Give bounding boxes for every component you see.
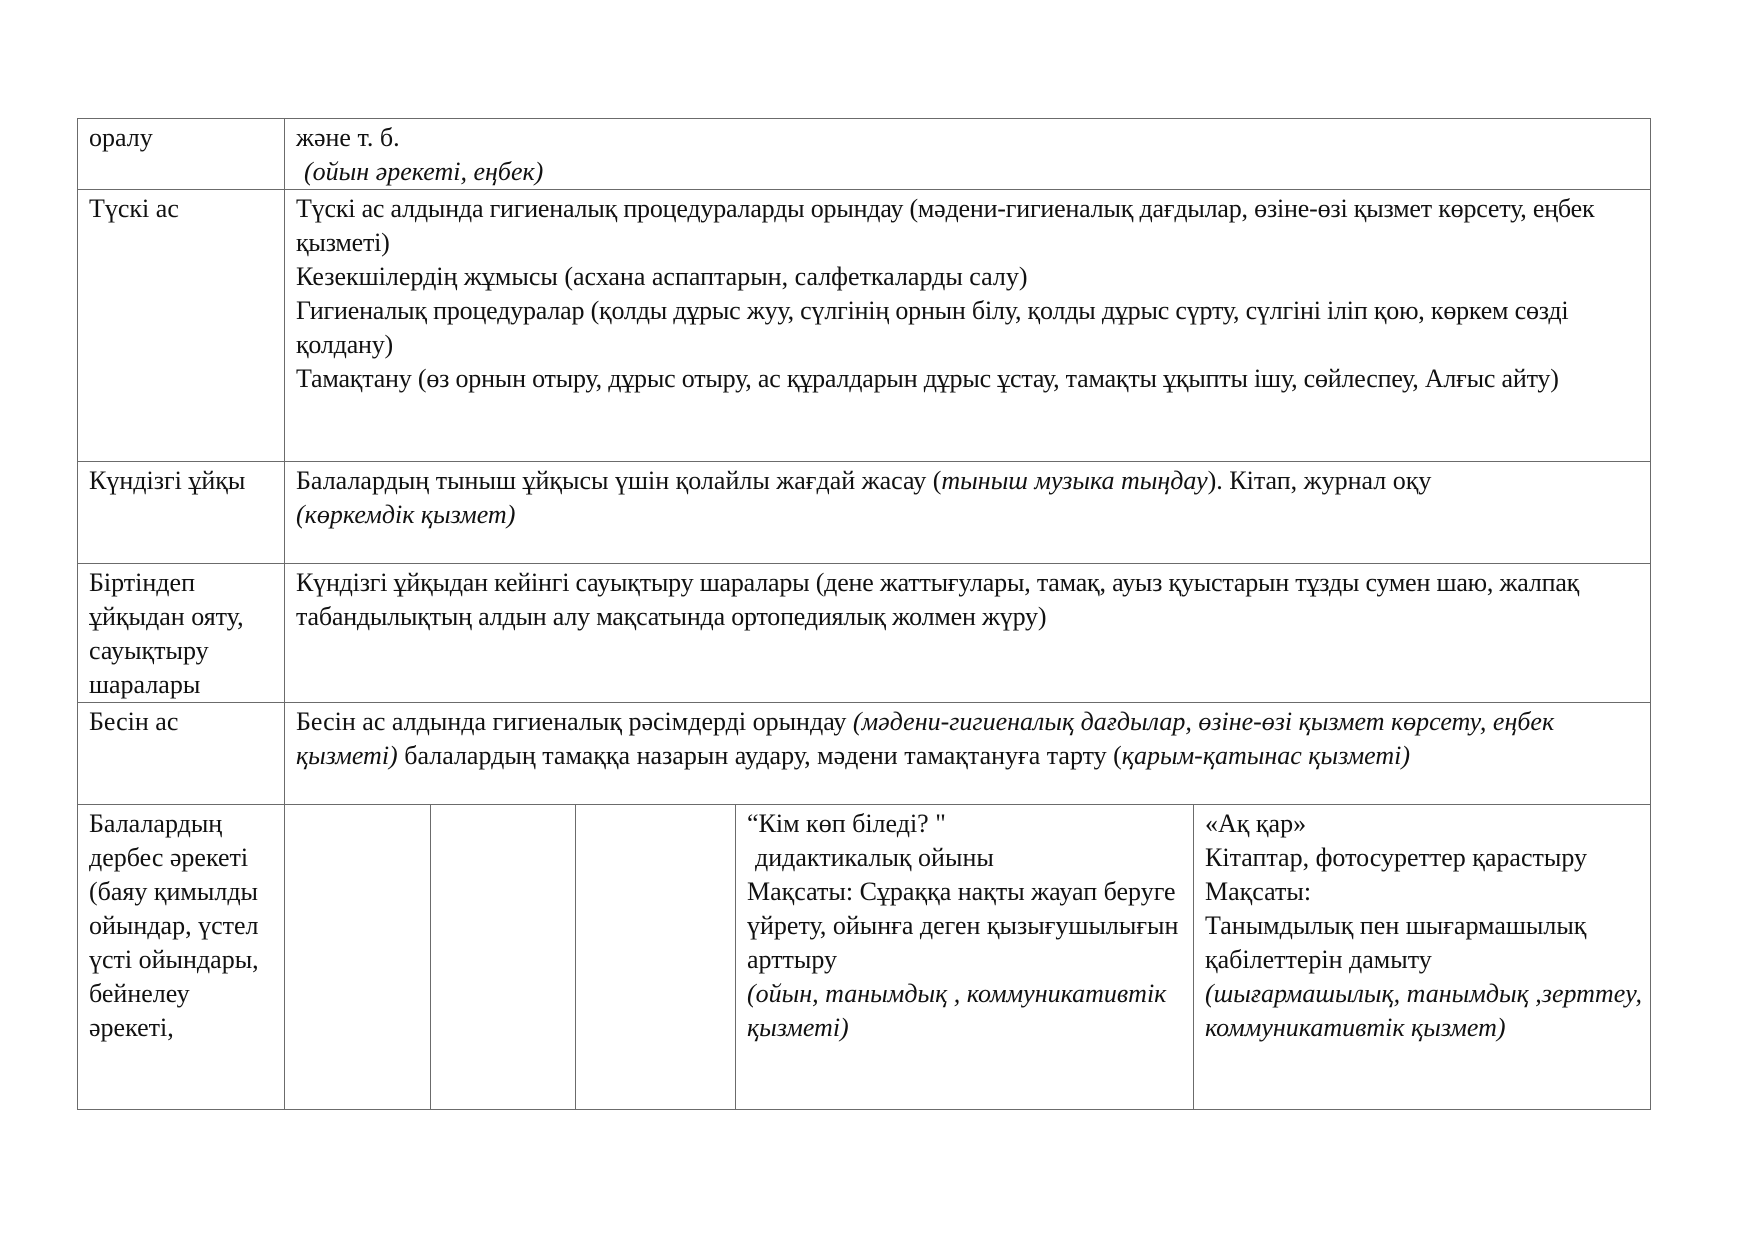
empty-cell	[431, 805, 576, 1110]
row-content: Күндізгі ұйқыдан кейінгі сауықтыру шаралары (дене жаттығулары, тамақ, ауыз қуыстарын тұзды сумен шаю, жалпақ табандылықтың алдын алу мақсатында ортопедиялық жолмен жүру)	[285, 564, 1651, 703]
activity-goal: Мақсаты: Сұраққа нақты жауап беруге үйрету, ойынға деген қызығушылығын арттыру	[747, 877, 1179, 974]
content-line: Гигиеналық процедуралар (қолды дұрыс жуу, сүлгінің орнын білу, қолды дұрыс сүрту, сүлгіні іліп қою, көркем сөзді қолдану)	[296, 296, 1569, 359]
content-line: Тамақтану (өз орнын отыру, дұрыс отыру, ас құралдарын дұрыс ұстау, тамақты ұқыпты ішу, сөйлеспеу, Алғыс айту)	[296, 364, 1559, 393]
activity-type: (көркемдік қызмет)	[296, 500, 516, 529]
activity-subtitle: дидактикалық ойыны	[755, 843, 994, 872]
table-row	[78, 119, 1651, 190]
activity-subtitle: Кітаптар, фотосуреттер қарастыру	[1205, 843, 1587, 872]
activity-type: (шығармашылық, танымдық ,зерттеу, коммуникативтік қызмет)	[1205, 979, 1642, 1042]
row-content	[285, 190, 1651, 462]
row-label: Түскі ас	[78, 190, 285, 462]
row-label: Балалардың дербес әрекеті (баяу қимылды ойындар, үстел үсті ойындары, бейнелеу әрекеті,	[78, 805, 285, 1110]
empty-cell	[576, 805, 736, 1110]
daily-routine-table	[77, 118, 1651, 1110]
empty-cell	[285, 805, 431, 1110]
activity-goal-label: Мақсаты:	[1205, 877, 1312, 906]
table-row	[78, 462, 1651, 564]
activity-cell-game	[736, 805, 1194, 1110]
row-label: Біртіндеп ұйқыдан ояту, сауықтыру шаралары	[78, 564, 285, 703]
table-row	[78, 564, 1651, 703]
row-label: оралу	[78, 119, 285, 190]
row-content	[285, 119, 1651, 190]
activity-goal: Танымдылық пен шығармашылық қабілеттерін дамыту	[1205, 911, 1587, 974]
table-row	[78, 703, 1651, 805]
table-row	[78, 805, 1651, 1110]
row-label: Бесін ас	[78, 703, 285, 805]
content-line: Түскі ас алдында гигиеналық процедураларды орындау (мәдени-гигиеналық дағдылар, өзіне-өзі қызмет көрсету, еңбек қызметі)	[296, 194, 1595, 257]
activity-title: “Кім көп біледі? "	[747, 809, 946, 838]
activity-type: (ойын әрекеті, еңбек)	[304, 157, 544, 186]
content-line: және т. б.	[296, 123, 400, 152]
row-label: Күндізгі ұйқы	[78, 462, 285, 564]
content-line: Кезекшілердің жұмысы (асхана аспаптарын, салфеткаларды салу)	[296, 262, 1028, 291]
row-content: Бесін ас алдында гигиеналық рәсімдерді орындау (мәдени-гигиеналық дағдылар, өзіне-өзі қызмет көрсету, еңбек қызметі) балалардың тамаққа назарын аудару, мәдени тамақтануға тарту (қарым-қатынас қызметі)	[285, 703, 1651, 805]
activity-type: (ойын, танымдық , коммуникативтік қызметі)	[747, 979, 1167, 1042]
activity-cell-books	[1194, 805, 1651, 1110]
row-content: Балалардың тыныш ұйқысы үшін қолайлы жағдай жасау (тыныш музыка тыңдау). Кітап, журнал оқу (көркемдік қызмет)	[285, 462, 1651, 564]
table-row	[78, 190, 1651, 462]
activity-title: «Ақ қар»	[1205, 809, 1307, 838]
